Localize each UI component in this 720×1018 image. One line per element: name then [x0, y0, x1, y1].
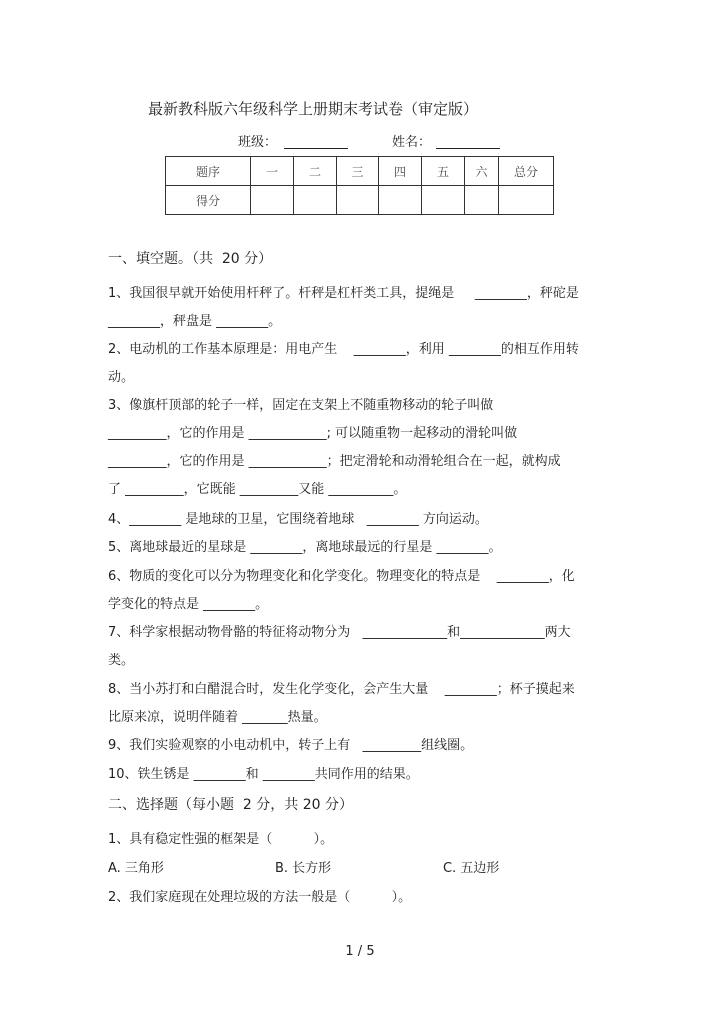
text-line: 10、铁生锈是 ________和 ________共同作用的结果。	[108, 767, 419, 782]
table-cell: 六	[465, 157, 499, 186]
text-line: 类。	[108, 653, 135, 668]
text-line: _________，它的作用是 ____________；把定滑轮和动滑轮组合在一起，就构成	[108, 454, 561, 469]
page-number: 1 / 5	[345, 944, 375, 959]
text-line: 8、当小苏打和白醋混合时，发生化学变化，会产生大量 ________；杯子摸起来	[108, 682, 575, 697]
option-a: A. 三角形	[108, 861, 164, 876]
text-line: ________，秤盘是 ________。	[108, 314, 282, 329]
text-line: 学变化的特点是 ________。	[108, 597, 269, 612]
document-title: 最新教科版六年级科学上册期末考试卷（审定版）	[148, 100, 479, 118]
score-cell	[499, 186, 554, 215]
section1-heading: 一、填空题。（共 20 分）	[108, 251, 273, 267]
text-line: _________，它的作用是 ____________; 可以随重物一起移动的滑轮叫做	[108, 426, 518, 441]
text-line: 1、我国很早就开始使用杆秤了。杆秤是杠杆类工具，提绳是 ________，秤砣是	[108, 286, 579, 301]
score-cell	[422, 186, 465, 215]
score-cell	[251, 186, 294, 215]
text-line: 3、像旗杆顶部的轮子一样，固定在支架上不随重物移动的轮子叫做	[108, 398, 494, 413]
table-cell: 三	[337, 157, 379, 186]
table-score-row	[166, 186, 554, 215]
option-c: C. 五边形	[443, 861, 500, 876]
score-cell	[337, 186, 379, 215]
text-line: 5、离地球最近的星球是 ________，离地球最远的行星是 ________。	[108, 540, 502, 555]
score-table	[165, 156, 554, 215]
name-label: 姓名：	[392, 135, 432, 150]
question-1: 1、具有稳定性强的框架是（ ）。	[108, 832, 334, 847]
text-line: 7、科学家根据动物骨骼的特征将动物分为 _____________和_____________两大	[108, 625, 571, 640]
name-blank	[436, 134, 500, 149]
class-label: 班级：	[238, 135, 278, 150]
table-cell: 五	[422, 157, 465, 186]
text-line: 了 _________，它既能 _________又能 __________。	[108, 482, 407, 497]
text-line: 2、电动机的工作基本原理是：用电产生 ________，利用 ________的相互作用转	[108, 342, 579, 357]
score-cell	[379, 186, 422, 215]
text-line: 9、我们实验观察的小电动机中，转子上有 _________组线圈。	[108, 738, 474, 753]
score-cell	[294, 186, 337, 215]
text-line: 动。	[108, 370, 135, 385]
class-blank	[284, 134, 348, 149]
table-cell: 一	[251, 157, 294, 186]
option-b: B. 长方形	[275, 861, 332, 876]
text-line: 比原来凉，说明伴随着 _______热量。	[108, 710, 327, 725]
table-cell: 得分	[166, 186, 251, 215]
table-cell: 二	[294, 157, 337, 186]
score-cell	[465, 186, 499, 215]
section2-heading: 二、选择题（每小题 2 分，共 20 分）	[108, 797, 353, 813]
table-cell: 总分	[499, 157, 554, 186]
text-line: 4、________ 是地球的卫星，它围绕着地球 ________ 方向运动。	[108, 512, 488, 527]
table-header-row	[166, 157, 554, 186]
question-2: 2、我们家庭现在处理垃圾的方法一般是（ ）。	[108, 890, 412, 905]
table-cell: 四	[379, 157, 422, 186]
text-line: 6、物质的变化可以分为物理变化和化学变化。物理变化的特点是 ________，化	[108, 569, 575, 584]
table-cell: 题序	[166, 157, 251, 186]
